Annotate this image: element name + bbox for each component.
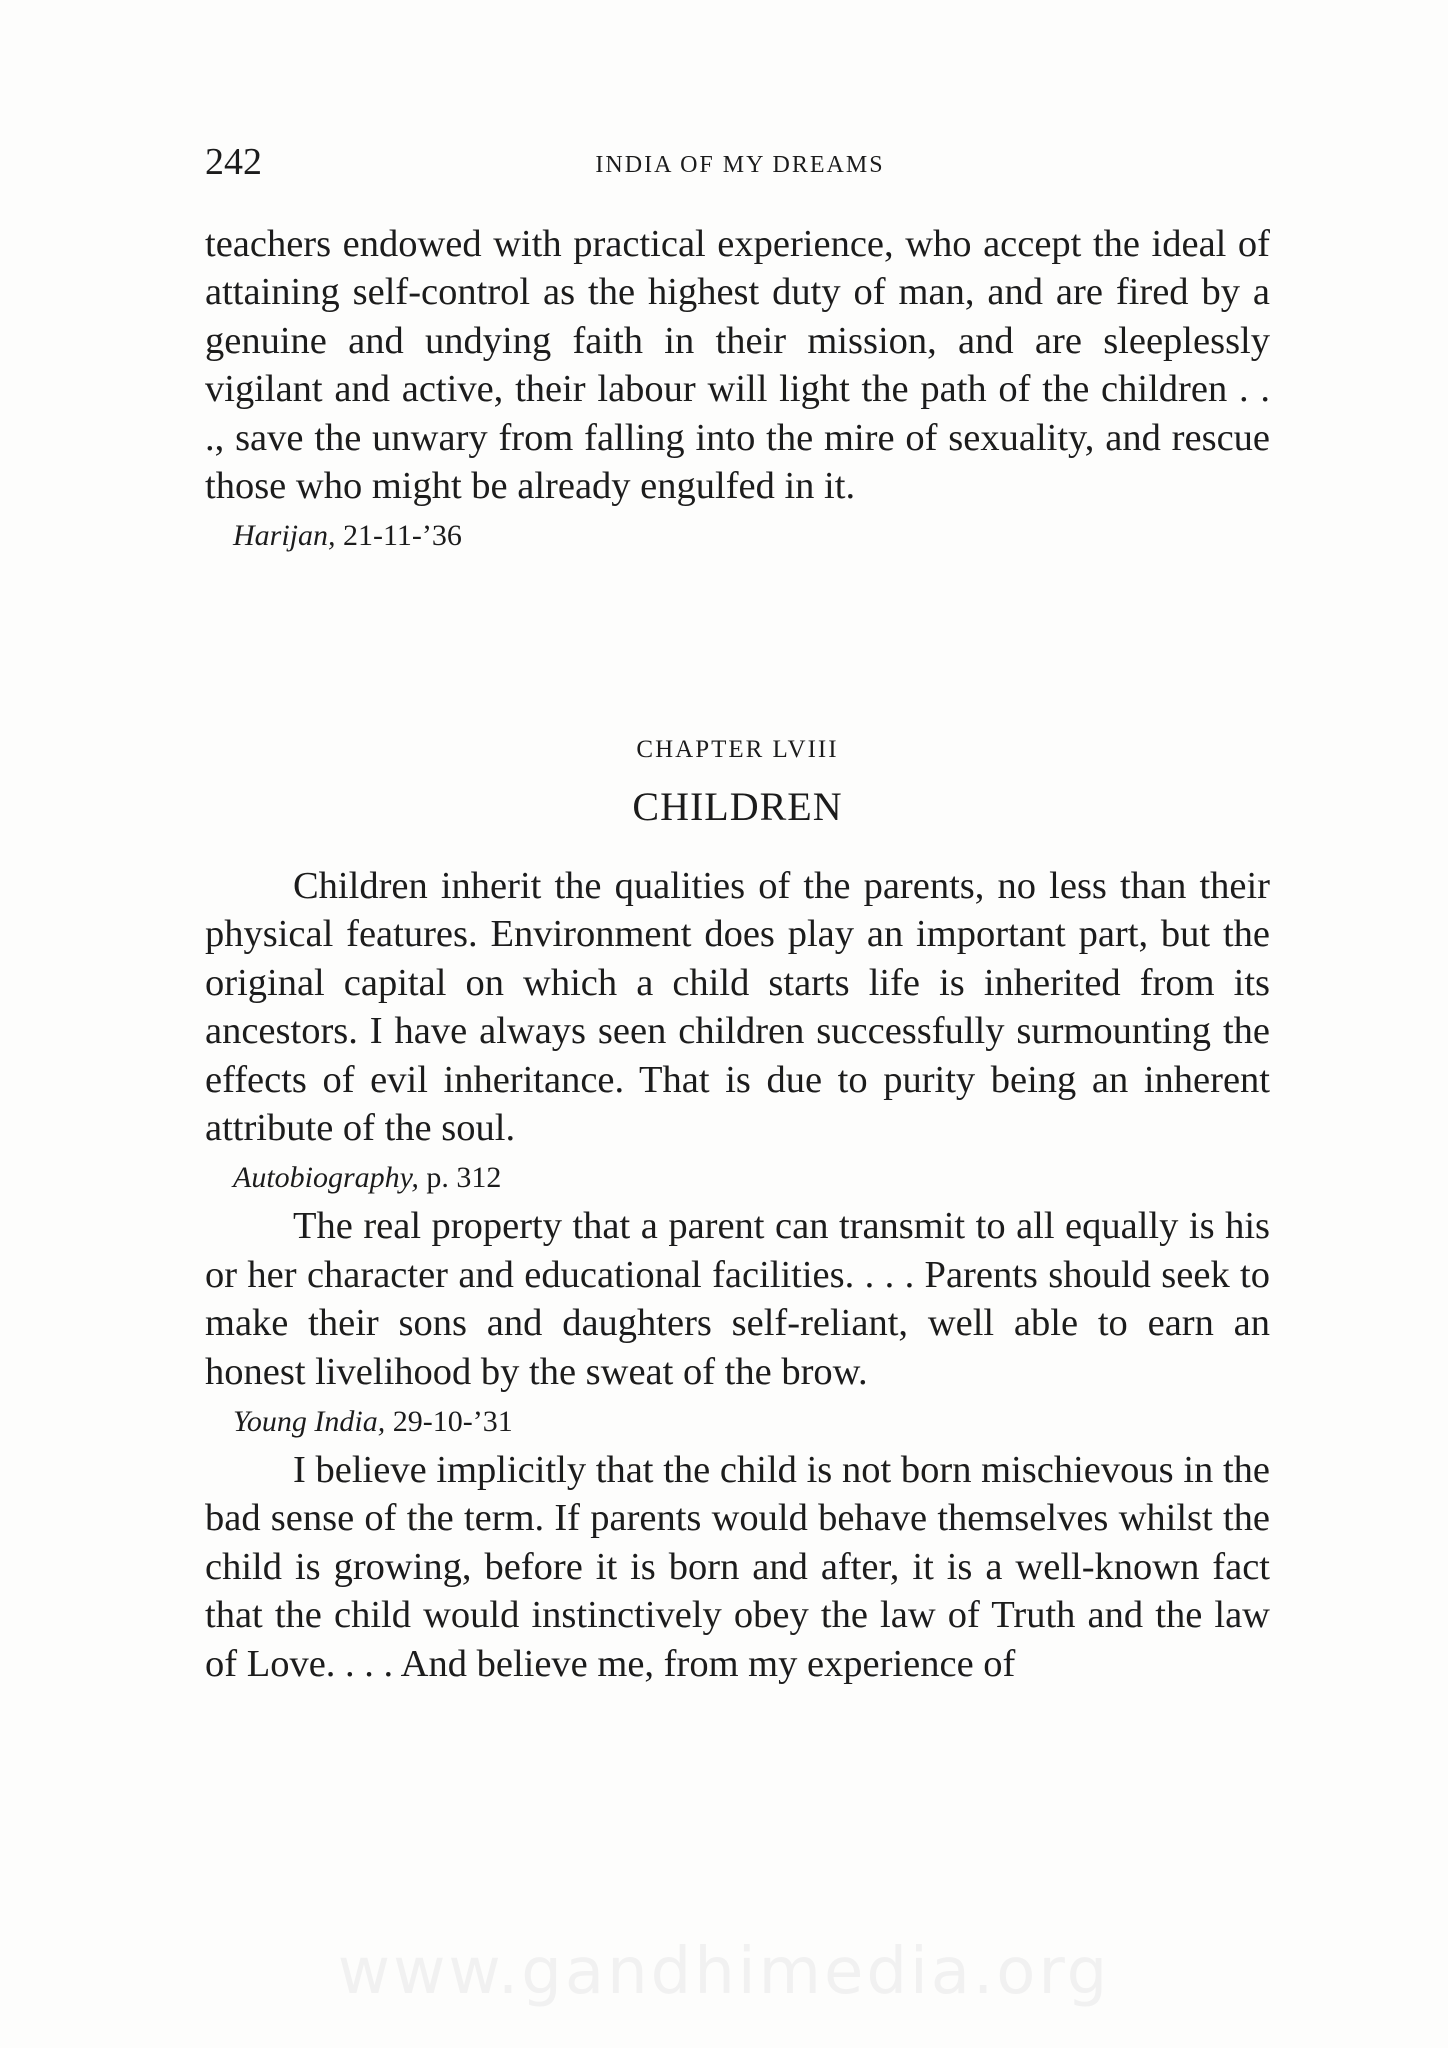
- citation-young-india: [233, 1402, 1270, 1442]
- running-head: [205, 140, 1275, 190]
- paragraph-child-nature: I believe implicitly that the child is not born mischievous in the bad sense of the term. If parents would behave themselves whilst the child is growing, before it is born and after, it is a well-known fact that the child would instinctively obey the law of Truth and the law of Love. . . . And believe me, from my experience of: [205, 1449, 1270, 1685]
- citation-autobiography: [233, 1158, 1270, 1198]
- watermark: www.gandhimedia.org: [337, 1935, 1111, 2009]
- citation-source: Young India,: [233, 1405, 386, 1439]
- continued-paragraph: teachers endowed with practical experience, who accept the ideal of attaining self-control as the highest duty of man, and are fired by a genuine and undying faith in their mission, and are sleeplessly vigilant and active, their labour will light the path of the children . . ., save the unwary from falling into the mire of sexuality, and rescue those who might be already engulfed in it.: [205, 223, 1270, 508]
- page-number: 242: [205, 141, 262, 183]
- chapter-body: [205, 862, 1270, 1688]
- paragraph-property: The real property that a parent can transmit to all equally is his or her character and educational facilities. . . . Parents should seek to make their sons and daughters self-reliant, well able to earn an honest livelihood by the sweat of the brow.: [205, 1205, 1270, 1393]
- running-title: INDIA OF MY DREAMS: [595, 152, 885, 178]
- citation-date: 21-11-’36: [343, 519, 462, 553]
- continued-passage: [205, 220, 1270, 556]
- citation-source: Harijan,: [233, 519, 336, 553]
- paragraph-inheritance: Children inherit the qualities of the parents, no less than their physical features. Environment does play an important part, but the original capital on which a child starts life is inherited from its ancestors. I have always seen children successfully surmounting the effects of evil inheritance. That is due to purity being an inherent attribute of the soul.: [205, 865, 1270, 1150]
- citation-source: Autobiography,: [233, 1161, 419, 1195]
- citation-date: 29-10-’31: [392, 1405, 513, 1439]
- chapter-title: CHILDREN: [632, 784, 843, 829]
- citation-date: p. 312: [426, 1161, 502, 1195]
- citation-harijan: [233, 516, 1270, 556]
- chapter-label: CHAPTER LVIII: [636, 736, 839, 763]
